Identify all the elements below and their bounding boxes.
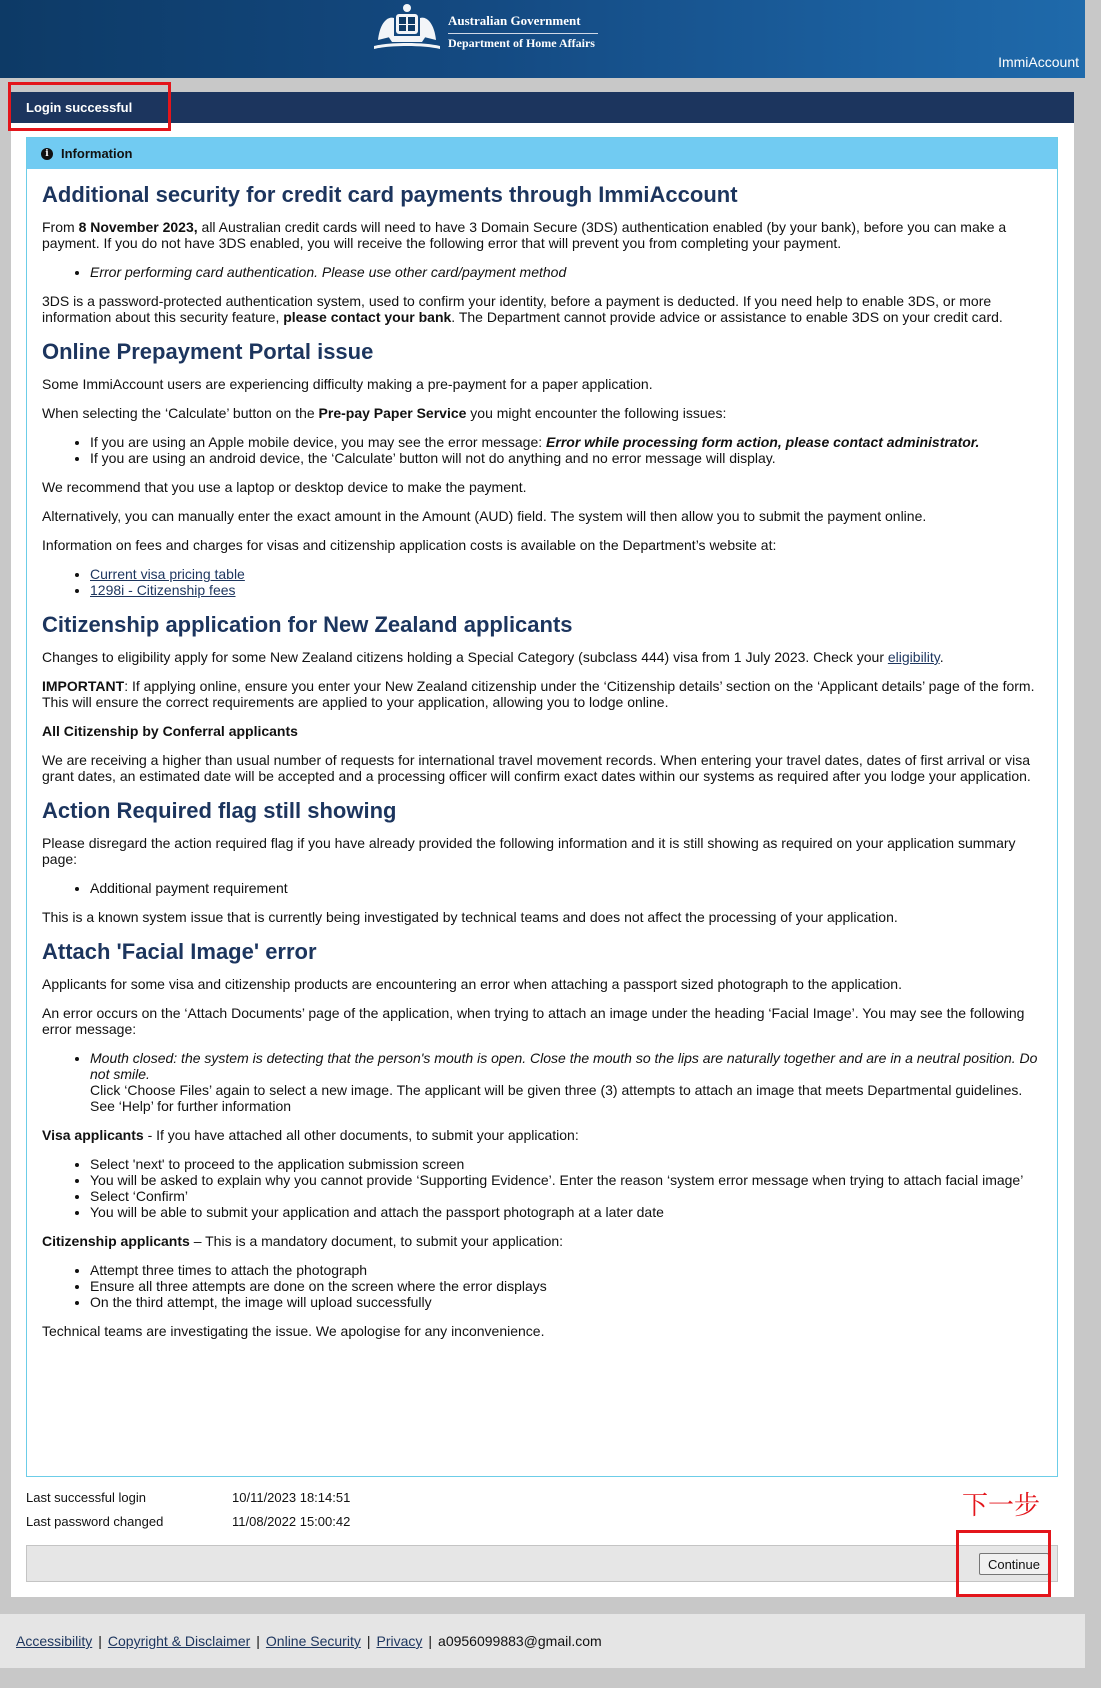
info-icon: i (41, 148, 53, 160)
paragraph: Alternatively, you can manually enter the exact amount in the Amount (AUD) field. The system will then allow you to submit the payment online. (42, 508, 927, 524)
list-item: • Attempt three times to attach the photograph (90, 1262, 1042, 1278)
bullet-list (42, 1156, 1042, 1220)
gov-divider (448, 33, 598, 34)
list-item: • Select ‘Confirm’ (90, 1188, 1042, 1204)
paragraph: This is a known system issue that is currently being investigated by technical teams and does not affect the processing of your application. (42, 909, 898, 925)
paragraph: Information on fees and charges for visas and citizenship application costs is available on the Department’s website at: (42, 537, 777, 553)
subheading: All Citizenship by Conferral applicants (42, 723, 298, 739)
login-status-title: Login successful (26, 100, 133, 115)
list-item: • Mouth closed: the system is detecting that the person's mouth is open. Close the mouth so the lips are naturally together and are in a neutral position. Do not smile. Click ‘Choose Files’ again to select a new image. The applicant will be given three (3) attempts to attach an image that meets Departmental guidelines. See ‘Help’ for further information (90, 1050, 1042, 1114)
paragraph: 3DS is a password-protected authentication system, used to confirm your identity, before a payment is deducted. If you need help to enable 3DS, or more information about this security feature, please contact your bank. The Department cannot provide advice or assistance to enable 3DS on your credit card. (42, 293, 1003, 325)
list-item: • You will be asked to explain why you cannot provide ‘Supporting Evidence’. Enter the reason ‘system error message when trying to attach facial image’ (90, 1172, 1042, 1188)
section-title: Citizenship application for New Zealand applicants (42, 612, 573, 637)
information-title: Information (61, 146, 133, 161)
online-security-link[interactable]: Online Security (265, 1633, 361, 1649)
last-login-value: 10/11/2023 18:14:51 (232, 1490, 351, 1505)
site-header (0, 0, 1085, 78)
gov-name: Australian Government (448, 13, 581, 28)
paragraph: Some ImmiAccount users are experiencing difficulty making a pre-payment for a paper application. (42, 376, 653, 392)
highlight-annotation-box (8, 82, 171, 131)
information-panel (26, 137, 1058, 1477)
copyright-disclaimer-link[interactable]: Copyright & Disclaimer (107, 1633, 251, 1649)
last-password-label: Last password changed (26, 1514, 164, 1529)
login-meta (26, 1490, 426, 1538)
paragraph: From 8 November 2023, all Australian credit cards will need to have 3 Domain Secure (3DS) authentication enabled (by your bank), before you can make a payment. If you do not have 3DS enabled, you will receive the following error that will prevent you from completing your payment. (42, 219, 1007, 251)
brand-label: ImmiAccount (998, 54, 1079, 70)
footer-separator: | (256, 1633, 260, 1649)
continue-button[interactable]: Continue (979, 1553, 1049, 1575)
accessibility-link[interactable]: Accessibility (16, 1633, 93, 1649)
next-step-annotation: 下一步 (962, 1491, 1041, 1521)
paragraph: Technical teams are investigating the issue. We apologise for any inconvenience. (42, 1323, 545, 1339)
citizenship-fees-link[interactable]: 1298i - Citizenship fees (90, 582, 236, 598)
coat-of-arms-logo (370, 2, 444, 54)
main-content (11, 92, 1074, 1597)
list-item: • If you are using an Apple mobile device, you may see the error message: Error while processing form action, please contact administrator. (90, 434, 1042, 450)
list-item: • Select 'next' to proceed to the application submission screen (90, 1156, 1042, 1172)
bullet-list (42, 1050, 1042, 1114)
information-body (27, 181, 1057, 1339)
paragraph: IMPORTANT: If applying online, ensure you enter your New Zealand citizenship under the ‘Citizenship details’ section on the ‘Applicant details’ page of the form. This will ensure the correct requirements are applied to your application, allowing you to lodge online. (42, 678, 1035, 710)
section-title: Additional security for credit card payments through ImmiAccount (42, 182, 738, 207)
footer-separator: | (98, 1633, 102, 1649)
list-item (90, 582, 1042, 598)
last-password-row (26, 1514, 426, 1538)
link-list (42, 566, 1042, 598)
paragraph: Citizenship applicants – This is a mandatory document, to submit your application: (42, 1233, 564, 1249)
section-title: Action Required flag still showing (42, 798, 397, 823)
section-title: Attach 'Facial Image' error (42, 939, 317, 964)
eligibility-link[interactable]: eligibility (887, 649, 940, 665)
section-title: Online Prepayment Portal issue (42, 339, 374, 364)
paragraph: We are receiving a higher than usual number of requests for international travel movement records. When entering your travel dates, dates of first arrival or visa grant dates, an estimated date will be accepted and a processing officer will confirm exact dates within our systems as required after you lodge your application. (42, 752, 1031, 784)
action-bar (26, 1545, 1058, 1582)
privacy-link[interactable]: Privacy (376, 1633, 423, 1649)
paragraph: Visa applicants - If you have attached all other documents, to submit your application: (42, 1127, 579, 1143)
paragraph: Changes to eligibility apply for some New Zealand citizens holding a Special Category (subclass 444) visa from 1 July 2023. Check your eligibility. (42, 649, 944, 665)
last-login-label: Last successful login (26, 1490, 146, 1505)
bullet-list (42, 880, 1042, 896)
list-item: • On the third attempt, the image will upload successfully (90, 1294, 1042, 1310)
paragraph: When selecting the ‘Calculate’ button on the Pre-pay Paper Service you might encounter the following issues: (42, 405, 727, 421)
bullet-list (42, 1262, 1042, 1310)
list-item: • Additional payment requirement (90, 880, 1042, 896)
list-item: • If you are using an android device, the ‘Calculate’ button will not do anything and no error message will display. (90, 450, 1042, 466)
paragraph: An error occurs on the ‘Attach Documents’ page of the application, when trying to attach an image under the heading ‘Facial Image’. You may see the following error message: (42, 1005, 1025, 1037)
paragraph: We recommend that you use a laptop or desktop device to make the payment. (42, 479, 527, 495)
information-header (27, 138, 1057, 169)
footer-links (16, 1633, 602, 1649)
footer-separator: | (366, 1633, 371, 1649)
last-login-row (26, 1490, 426, 1514)
footer-separator: | (428, 1633, 433, 1649)
list-item: • Ensure all three attempts are done on the screen where the error displays (90, 1278, 1042, 1294)
highlight-annotation-box (956, 1530, 1051, 1597)
list-item: • You will be able to submit your application and attach the passport photograph at a later date (90, 1204, 1042, 1220)
department-name: Department of Home Affairs (448, 36, 595, 50)
user-email: a0956099883@gmail.com (438, 1633, 602, 1649)
list-item (90, 566, 1042, 582)
paragraph: Please disregard the action required flag if you have already provided the following information and it is still showing as required on your application summary page: (42, 835, 1016, 867)
list-item: • Error performing card authentication. Please use other card/payment method (90, 264, 1042, 280)
bullet-list (42, 434, 1042, 466)
site-footer (0, 1614, 1085, 1668)
paragraph: Applicants for some visa and citizenship products are encountering an error when attaching a passport sized photograph to the application. (42, 976, 902, 992)
visa-pricing-link[interactable]: Current visa pricing table (90, 566, 245, 582)
last-password-value: 11/08/2022 15:00:42 (232, 1514, 351, 1529)
bullet-list (42, 264, 1042, 280)
